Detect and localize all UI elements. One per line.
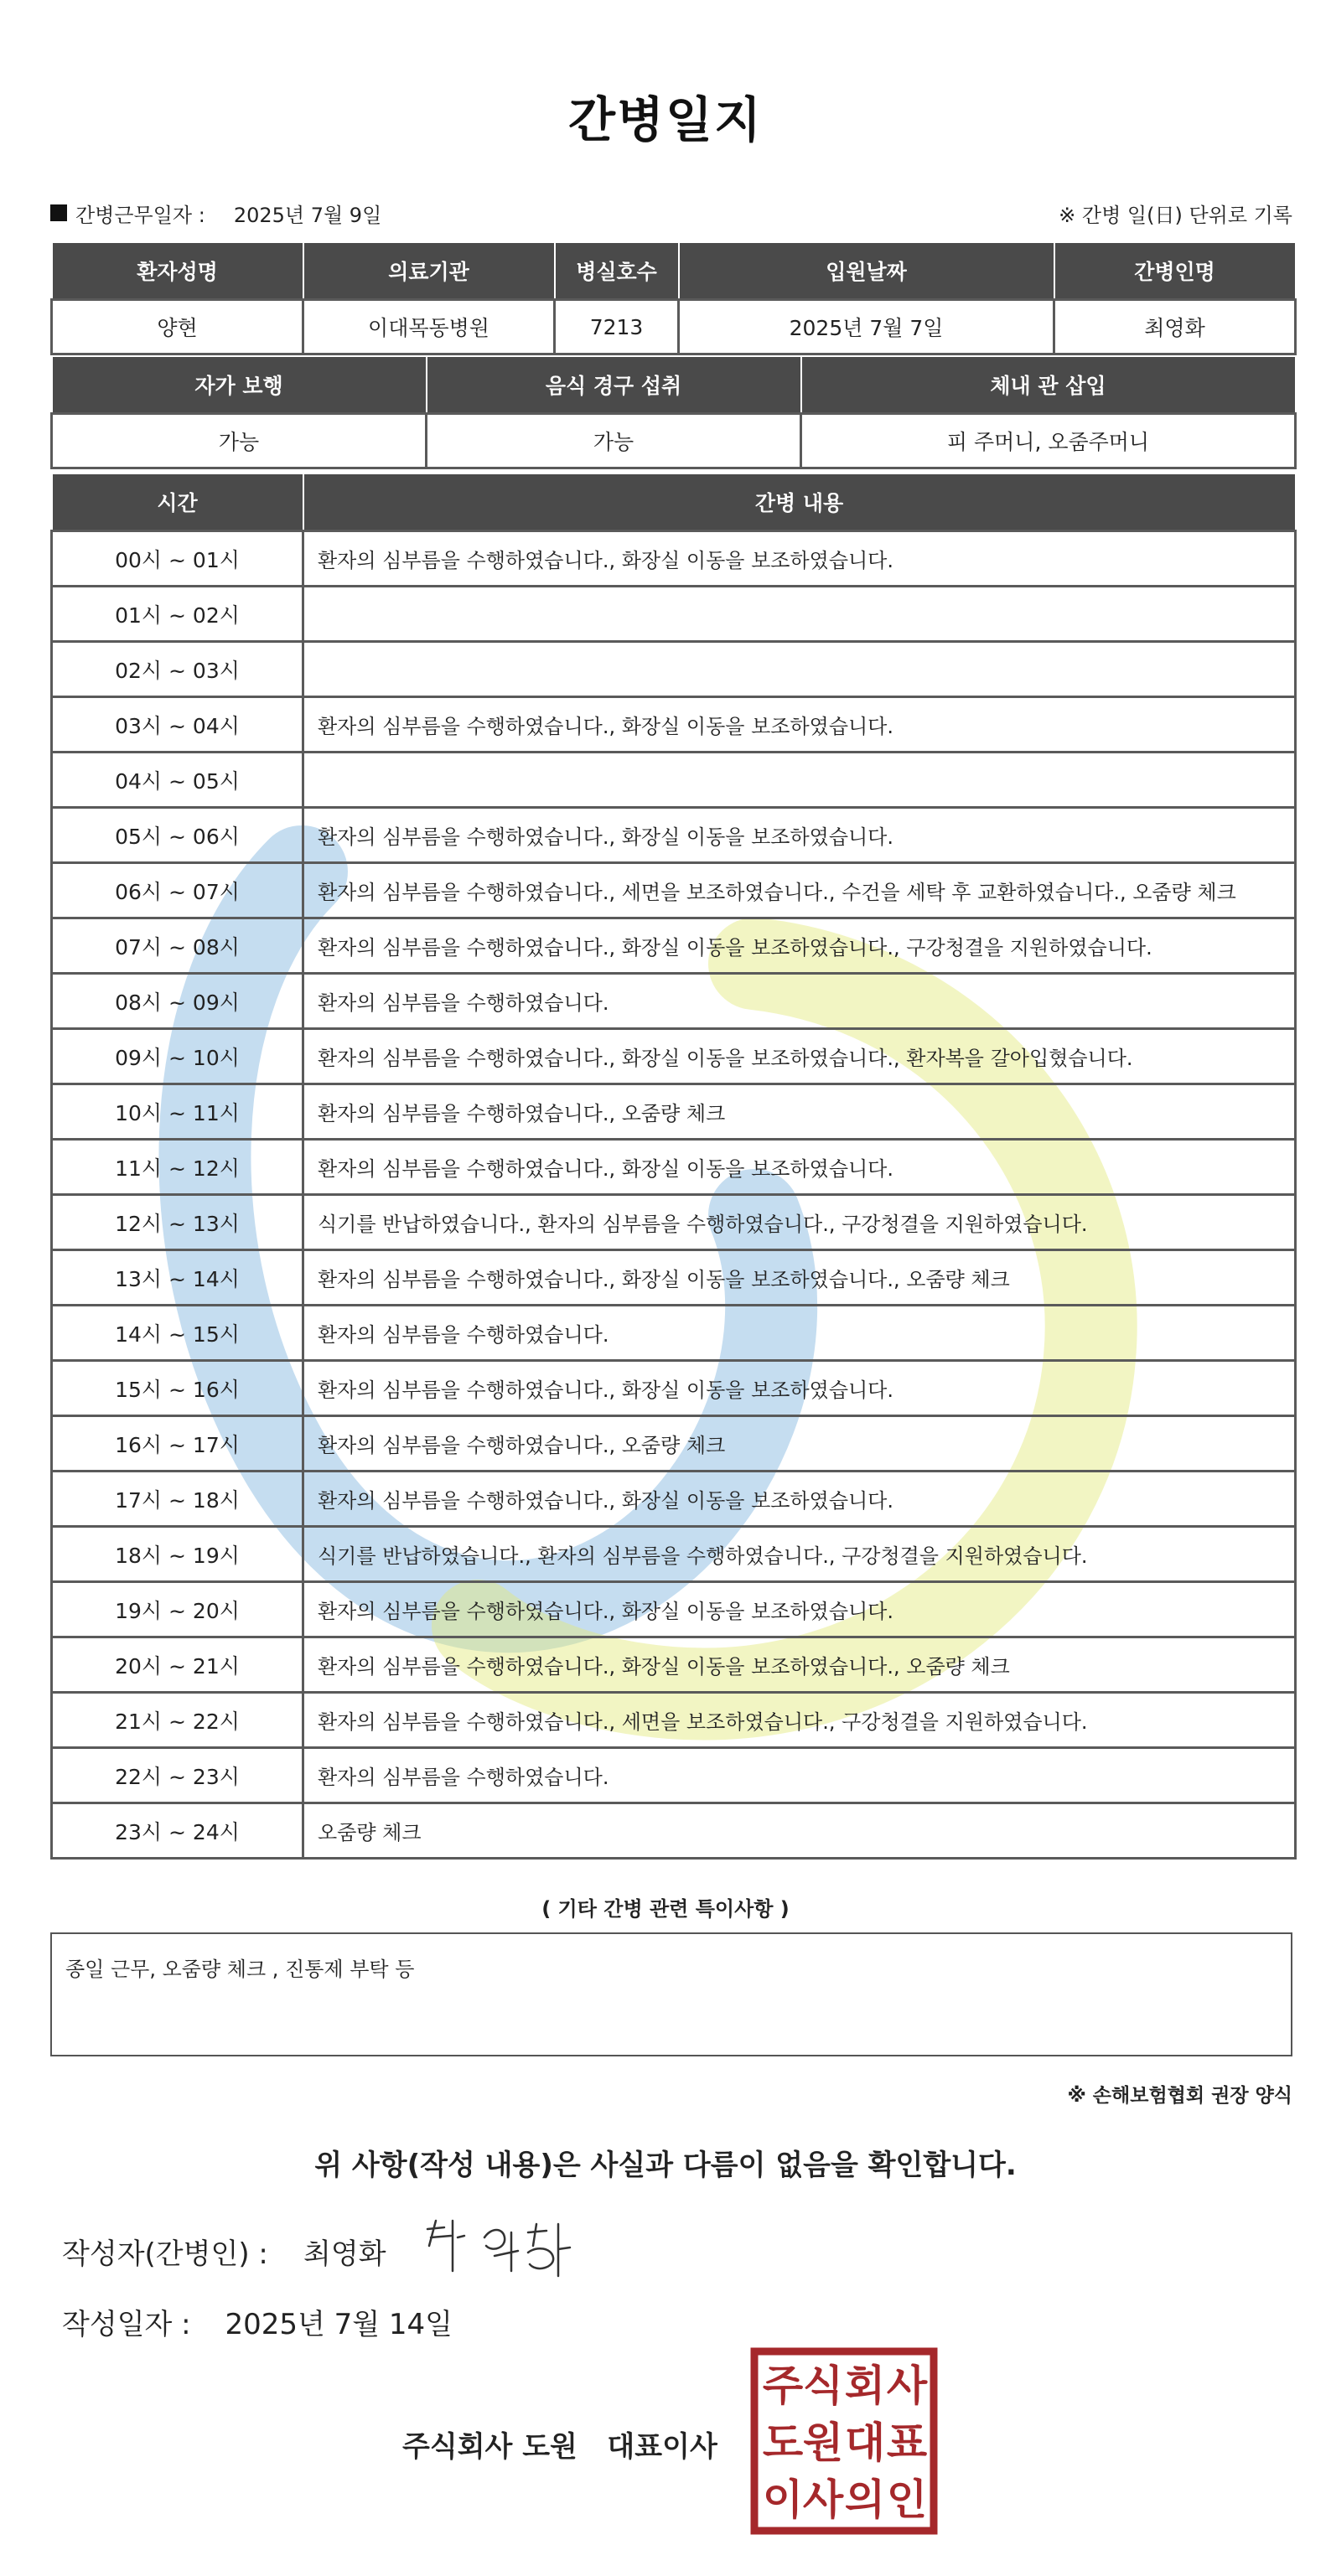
- company-seal: [749, 2346, 939, 2536]
- header-admission-date: 입원날짜: [679, 243, 1054, 300]
- care-content: 환자의 심부름을 수행하였습니다., 화장실 이동을 보조하였습니다.: [303, 697, 1296, 753]
- recommend-note: ※ 손해보험협회 권장 양식: [1067, 2085, 1292, 2107]
- care-time: 13시 ~ 14시: [52, 1250, 303, 1306]
- svg-text:도: 도: [762, 2418, 804, 2467]
- header-hospital: 의료기관: [303, 243, 555, 300]
- svg-text:주: 주: [762, 2361, 804, 2410]
- svg-text:인: 인: [886, 2475, 928, 2524]
- table-row: [52, 1527, 1296, 1582]
- care-content: 환자의 심부름을 수행하였습니다., 화장실 이동을 보조하였습니다., 환자복을 갈아입혔습니다.: [303, 1029, 1296, 1084]
- written-date: 2025년 7월 14일: [225, 2308, 453, 2341]
- care-content: 환자의 심부름을 수행하였습니다., 화장실 이동을 보조하였습니다.: [303, 808, 1296, 863]
- header-caregiver: 간병인명: [1054, 243, 1296, 300]
- care-content: 환자의 심부름을 수행하였습니다., 화장실 이동을 보조하였습니다., 구강청결을 지원하였습니다.: [303, 918, 1296, 974]
- care-content: [303, 642, 1296, 697]
- table-row: [52, 974, 1296, 1029]
- care-log-table: [50, 474, 1297, 1860]
- table-row: [52, 918, 1296, 974]
- svg-text:대: 대: [844, 2418, 886, 2467]
- table-row: [52, 1140, 1296, 1195]
- table-row: [52, 1416, 1296, 1472]
- care-time: 15시 ~ 16시: [52, 1361, 303, 1416]
- table-row: [52, 863, 1296, 918]
- care-time: 14시 ~ 15시: [52, 1306, 303, 1361]
- care-content: 환자의 심부름을 수행하였습니다., 세면을 보조하였습니다., 구강청결을 지원하였습니다.: [303, 1693, 1296, 1748]
- svg-text:사: 사: [802, 2475, 844, 2524]
- header-time: 시간: [52, 474, 303, 531]
- care-time: 16시 ~ 17시: [52, 1416, 303, 1472]
- table-row: [52, 1748, 1296, 1803]
- walking-status: 가능: [52, 414, 427, 468]
- care-time: 11시 ~ 12시: [52, 1140, 303, 1195]
- work-date-label: 간병근무일자 :: [75, 203, 205, 227]
- header-walking: 자가 보행: [52, 357, 427, 414]
- table-row: [52, 808, 1296, 863]
- care-content: 환자의 심부름을 수행하였습니다., 화장실 이동을 보조하였습니다., 오줌량 체크: [303, 1637, 1296, 1693]
- svg-text:표: 표: [886, 2418, 928, 2467]
- care-content: 환자의 심부름을 수행하였습니다., 화장실 이동을 보조하였습니다.: [303, 1140, 1296, 1195]
- svg-text:식: 식: [802, 2361, 844, 2410]
- table-row: [52, 1029, 1296, 1084]
- care-content: 환자의 심부름을 수행하였습니다., 화장실 이동을 보조하였습니다.: [303, 1582, 1296, 1637]
- care-time: 03시 ~ 04시: [52, 697, 303, 753]
- care-time: 20시 ~ 21시: [52, 1637, 303, 1693]
- table-row: [52, 642, 1296, 697]
- handwritten-signature: [411, 2212, 578, 2288]
- table-row: [52, 1195, 1296, 1250]
- care-content: 환자의 심부름을 수행하였습니다., 오줌량 체크: [303, 1416, 1296, 1472]
- patient-name: 양현: [52, 300, 303, 354]
- caregiver-name: 최영화: [1054, 300, 1296, 354]
- care-content: 오줌량 체크: [303, 1803, 1296, 1859]
- work-date: 2025년 7월 9일: [233, 203, 382, 227]
- table-row: [52, 1084, 1296, 1140]
- company-representative: [402, 2423, 717, 2465]
- svg-text:사: 사: [886, 2361, 928, 2410]
- care-time: 21시 ~ 22시: [52, 1693, 303, 1748]
- notes-content: 종일 근무, 오줌량 체크 , 진통제 부탁 등: [65, 1958, 415, 1981]
- care-content: 환자의 심부름을 수행하였습니다., 화장실 이동을 보조하였습니다.: [303, 1472, 1296, 1527]
- writer-label: 작성자(간병인) :: [62, 2237, 268, 2271]
- written-date-line: [62, 2301, 453, 2342]
- square-bullet-icon: [50, 204, 67, 221]
- care-content: 환자의 심부름을 수행하였습니다.: [303, 974, 1296, 1029]
- table-row: [52, 753, 1296, 808]
- care-time: 23시 ~ 24시: [52, 1803, 303, 1859]
- table-row: [52, 697, 1296, 753]
- daily-note: ※ 간병 일(日) 단위로 기록: [1059, 203, 1292, 227]
- table-row: [52, 1361, 1296, 1416]
- care-time: 09시 ~ 10시: [52, 1029, 303, 1084]
- meta-row: [50, 198, 1292, 228]
- care-time: 05시 ~ 06시: [52, 808, 303, 863]
- patient-info-table: [50, 243, 1297, 355]
- table-row: [52, 1803, 1296, 1859]
- room-number: 7213: [555, 300, 679, 354]
- svg-text:원: 원: [802, 2418, 844, 2467]
- care-time: 00시 ~ 01시: [52, 531, 303, 587]
- care-content: 식기를 반납하였습니다., 환자의 심부름을 수행하였습니다., 구강청결을 지원하였습니다.: [303, 1195, 1296, 1250]
- confirm-statement: 위 사항(작성 내용)은 사실과 다름이 없음을 확인합니다.: [314, 2149, 1017, 2182]
- notes-title: ( 기타 간병 관련 특이사항 ): [541, 1897, 790, 1921]
- care-content: 환자의 심부름을 수행하였습니다., 화장실 이동을 보조하였습니다.: [303, 1361, 1296, 1416]
- care-time: 07시 ~ 08시: [52, 918, 303, 974]
- header-care-content: 간병 내용: [303, 474, 1296, 531]
- svg-text:의: 의: [844, 2475, 886, 2524]
- patient-status-table: [50, 357, 1297, 469]
- care-content: 환자의 심부름을 수행하였습니다.: [303, 1748, 1296, 1803]
- svg-text:이: 이: [762, 2475, 804, 2524]
- care-content: 환자의 심부름을 수행하였습니다., 화장실 이동을 보조하였습니다.: [303, 531, 1296, 587]
- care-time: 22시 ~ 23시: [52, 1748, 303, 1803]
- page-title: 간병일지: [567, 91, 764, 148]
- care-content: 환자의 심부름을 수행하였습니다., 세면을 보조하였습니다., 수건을 세탁 후 교환하였습니다., 오줌량 체크: [303, 863, 1296, 918]
- svg-text:회: 회: [844, 2361, 886, 2410]
- hospital: 이대목동병원: [303, 300, 555, 354]
- table-row: [52, 1693, 1296, 1748]
- header-oral-intake: 음식 경구 섭취: [427, 357, 801, 414]
- care-time: 18시 ~ 19시: [52, 1527, 303, 1582]
- care-time: 08시 ~ 09시: [52, 974, 303, 1029]
- table-row: [52, 1306, 1296, 1361]
- header-room: 병실호수: [555, 243, 679, 300]
- care-time: 12시 ~ 13시: [52, 1195, 303, 1250]
- table-row: [52, 1472, 1296, 1527]
- notes-box: [50, 1932, 1292, 2056]
- care-content: 환자의 심부름을 수행하였습니다., 오줌량 체크: [303, 1084, 1296, 1140]
- care-time: 01시 ~ 02시: [52, 587, 303, 642]
- care-time: 04시 ~ 05시: [52, 753, 303, 808]
- writer-name: 최영화: [303, 2237, 386, 2271]
- care-content: 환자의 심부름을 수행하였습니다.: [303, 1306, 1296, 1361]
- written-date-label: 작성일자 :: [62, 2308, 191, 2341]
- care-time: 10시 ~ 11시: [52, 1084, 303, 1140]
- care-time: 19시 ~ 20시: [52, 1582, 303, 1637]
- care-content: [303, 587, 1296, 642]
- table-row: [52, 587, 1296, 642]
- care-content: [303, 753, 1296, 808]
- table-row: [52, 1637, 1296, 1693]
- header-tube: 체내 관 삽입: [801, 357, 1296, 414]
- oral-intake-status: 가능: [427, 414, 801, 468]
- writer-line: [62, 2231, 386, 2272]
- care-time: 02시 ~ 03시: [52, 642, 303, 697]
- work-date-block: [50, 199, 381, 228]
- table-row: [52, 1250, 1296, 1306]
- admission-date: 2025년 7월 7일: [679, 300, 1054, 354]
- header-patient-name: 환자성명: [52, 243, 303, 300]
- table-row: [52, 1582, 1296, 1637]
- care-content: 식기를 반납하였습니다., 환자의 심부름을 수행하였습니다., 구강청결을 지원하였습니다.: [303, 1527, 1296, 1582]
- table-row: [52, 531, 1296, 587]
- care-content: 환자의 심부름을 수행하였습니다., 화장실 이동을 보조하였습니다., 오줌량 체크: [303, 1250, 1296, 1306]
- care-time: 17시 ~ 18시: [52, 1472, 303, 1527]
- company-name: 주식회사 도원 대표이사: [402, 2430, 717, 2464]
- tube-status: 피 주머니, 오줌주머니: [801, 414, 1296, 468]
- care-time: 06시 ~ 07시: [52, 863, 303, 918]
